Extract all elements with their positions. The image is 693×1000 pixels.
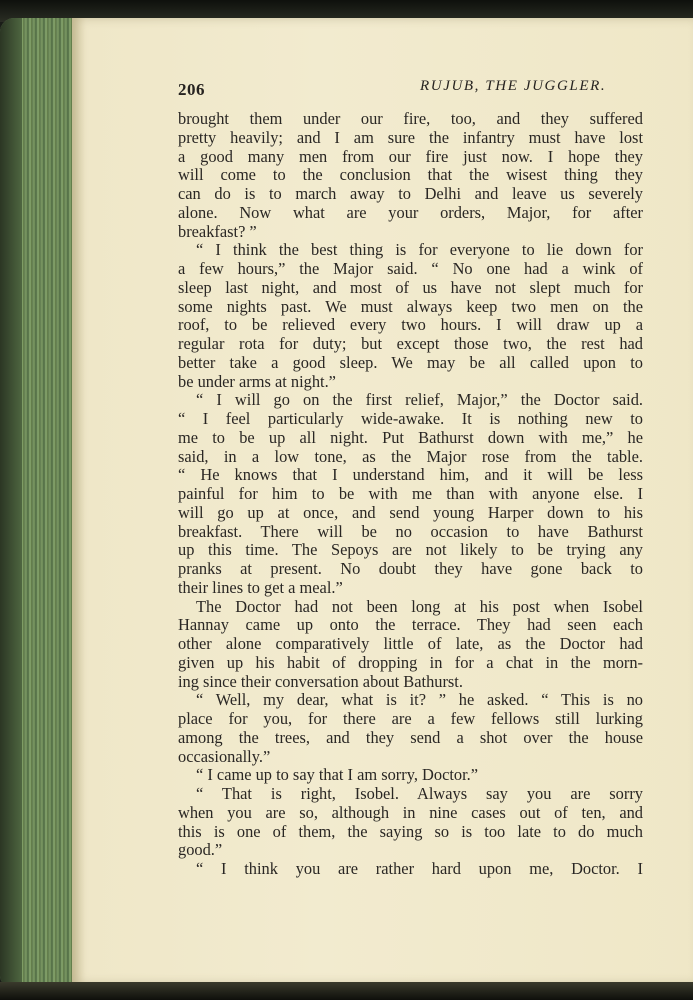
text-line: “ I came up to say that I am sorry, Doctor.” — [196, 765, 479, 785]
text-line: pretty heavily; and I am sure the infantry must have lost — [178, 127, 643, 147]
text-line: brought them under our fire, too, and they suffered — [178, 109, 643, 128]
text-line: ing since their conversation about Bathurst. — [178, 671, 463, 691]
running-title: RUJUB, THE JUGGLER. — [420, 78, 607, 94]
text-line: a good many men from our fire just now. I hope they — [178, 146, 643, 166]
text-line: when you are so, although in nine cases out of ten, and — [178, 802, 643, 822]
text-line: breakfast. There will be no occasion to have Bathurst — [178, 521, 643, 541]
text-line: will come to the conclusion that the wisest thing they — [178, 165, 643, 185]
text-line: “ I will go on the first relief, Major,” the Doctor said. — [196, 390, 643, 410]
text-line: regular rota for duty; but except those two, the rest had — [178, 334, 643, 353]
page-number: 206 — [178, 80, 205, 99]
page-header — [106, 68, 646, 99]
text-line: said, in a low tone, as the Major rose from the table. — [178, 446, 643, 466]
text-line: better take a good sleep. We may be all called upon to — [178, 352, 643, 372]
text-line: place for you, for there are a few fellows still lurking — [178, 709, 643, 728]
book-page-edges — [0, 18, 80, 986]
text-line: “ He knows that I understand him, and it will be less — [178, 465, 643, 485]
text-line: some nights past. We must always keep two men on the — [178, 296, 643, 316]
text-line: breakfast? ” — [178, 221, 257, 241]
text-line: roof, to be relieved every two hours. I will draw up a — [178, 315, 643, 335]
text-line: alone. Now what are your orders, Major, for after — [178, 202, 643, 222]
text-line: “ I think you are rather hard upon me, Doctor. I — [196, 859, 643, 878]
text-line: “ I think the best thing is for everyone to lie down for — [196, 240, 643, 260]
text-line: other alone comparatively little of late, as the Doctor had — [178, 634, 643, 653]
text-line: given up his habit of dropping in for a chat in the morn- — [178, 652, 643, 672]
text-line: among the trees, and they send a shot over the house — [178, 727, 643, 747]
text-line: good.” — [178, 840, 223, 860]
text-line: “ Well, my dear, what is it? ” he asked. “ This is no — [196, 690, 643, 710]
text-line: this is one of them, the saying so is too late to do much — [178, 821, 643, 841]
text-line: Hannay came up onto the terrace. They had seen each — [178, 615, 643, 635]
text-line: “ That is right, Isobel. Always say you are sorry — [196, 784, 643, 803]
text-line: me to be up all night. Put Bathurst down with me,” he — [178, 427, 643, 447]
text-line: sleep last night, and most of us have not slept much for — [178, 277, 643, 297]
text-line: up this time. The Sepoys are not likely to be trying any — [178, 540, 643, 560]
text-line: pranks at present. No doubt they have gone back to — [178, 559, 643, 578]
text-line: “ I feel particularly wide-awake. It is nothing new to — [178, 409, 643, 428]
text-line: occasionally.” — [178, 746, 271, 766]
text-line: painful for him to be with me than with anyone else. I — [178, 484, 643, 503]
text-line: a few hours,” the Major said. “ No one had a wink of — [178, 259, 643, 278]
text-line: The Doctor had not been long at his post when Isobel — [196, 596, 643, 616]
bottom-shadow — [0, 982, 693, 1000]
page-body-text — [178, 110, 643, 879]
text-line: their lines to get a meal.” — [178, 577, 343, 597]
text-line: can do is to march away to Delhi and leave us severely — [178, 184, 643, 203]
text-line: be under arms at night.” — [178, 371, 336, 391]
text-line: will go up at once, and send young Harper down to his — [178, 502, 643, 522]
